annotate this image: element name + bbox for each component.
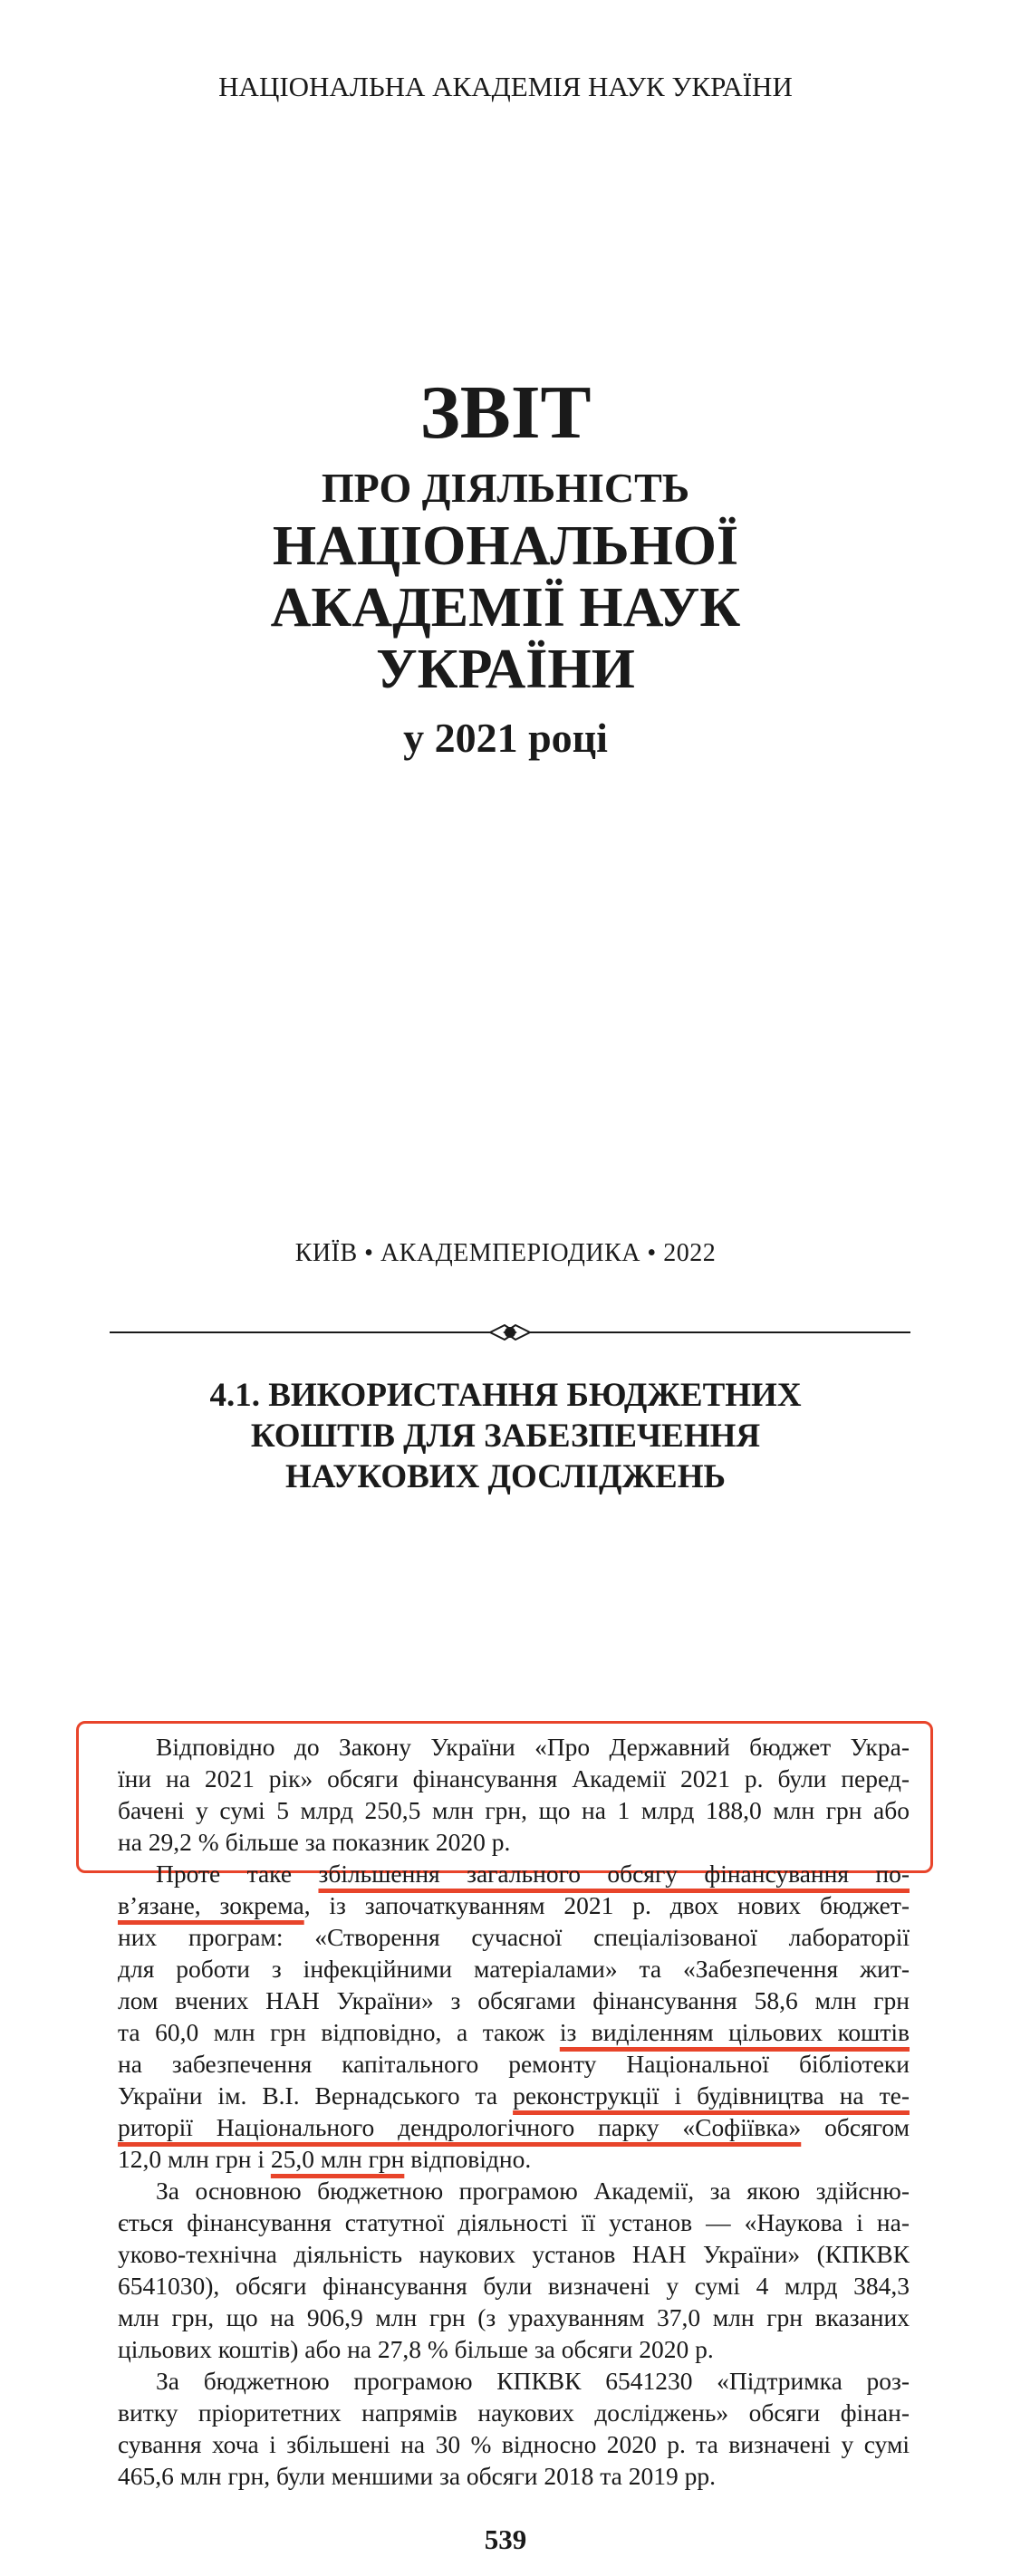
- report-subtitle-line: НАЦІОНАЛЬНОЇ: [272, 515, 739, 577]
- text-segment: 6541030), обсяги фінансування були визначені у сумі 4 млрд 384,3: [118, 2272, 910, 2300]
- report-subtitle-line: УКРАЇНИ: [376, 639, 635, 700]
- text-segment: та 60,0 млн грн відповідно, а також: [118, 2018, 560, 2046]
- text-segment: на 29,2 % більше за показник 2020 р.: [118, 1828, 511, 1856]
- section-heading: 4.1. ВИКОРИСТАННЯ БЮДЖЕТНИХ: [209, 1377, 802, 1414]
- paragraph: [118, 1731, 910, 1858]
- text-segment: відповідно.: [404, 2145, 532, 2173]
- text-segment: для роботи з інфекційними матеріалами» та «Забезпечення жит-: [118, 1955, 910, 1983]
- report-year: у 2021 році: [403, 715, 608, 761]
- text-line: [118, 1985, 910, 2016]
- imprint: КИЇВ • АКАДЕМПЕРІОДИКА • 2022: [294, 1239, 717, 1267]
- paragraph: [118, 2175, 910, 2365]
- text-segment: За бюджетною програмою КПКВК 6541230 «Підтримка роз-: [156, 2367, 910, 2395]
- text-line: [118, 2397, 910, 2428]
- report-subtitle-line: ПРО ДІЯЛЬНІСТЬ: [321, 465, 690, 511]
- underlined-phrase: реконструкції і будівництва на те-: [513, 2081, 910, 2110]
- underlined-phrase: в’язане, зокрема: [118, 1891, 304, 1919]
- text-line: [118, 2080, 910, 2111]
- text-line: [118, 2111, 910, 2143]
- text-segment: на забезпечення капітального ремонту Національної бібліотеки: [118, 2050, 910, 2078]
- text-line: [118, 2143, 910, 2175]
- text-segment: , із започаткуванням 2021 р. двох нових бюджет-: [303, 1891, 910, 1919]
- text-line: [118, 2175, 910, 2206]
- text-segment: За основною бюджетною програмою Академії, за якою здійсню-: [156, 2177, 910, 2205]
- publisher-header: НАЦІОНАЛЬНА АКАДЕМІЯ НАУК УКРАЇНИ: [218, 71, 793, 102]
- text-line: [118, 2238, 910, 2270]
- text-line: [118, 2206, 910, 2238]
- text-segment: Проте таке: [156, 1860, 319, 1888]
- paragraph: [118, 2365, 910, 2492]
- page-number: 539: [484, 2523, 527, 2555]
- text-line: [118, 1889, 910, 1921]
- text-segment: сування хоча і збільшені на 30 % відносно 2020 р. та визначені у сумі: [118, 2430, 910, 2458]
- text-line: [118, 1826, 910, 1858]
- text-segment: витку пріоритетних напрямів наукових досліджень» обсяги фінан-: [118, 2398, 910, 2427]
- underlined-phrase: риторії Національного дендрологічного парку «Софіївка»: [118, 2113, 802, 2141]
- text-segment: України ім. В.І. Вернадського та: [118, 2081, 514, 2110]
- text-segment: цільових коштів) або на 27,8 % більше за обсяги 2020 р.: [118, 2335, 714, 2363]
- text-line: [118, 1794, 910, 1826]
- text-segment: ється фінансування статутної діяльності її установ — «Наукова і на-: [118, 2208, 910, 2236]
- text-segment: уково-технічна діяльність наукових установ НАН України» (КПКВК: [118, 2240, 910, 2268]
- text-line: [118, 2428, 910, 2460]
- text-segment: 12,0 млн грн і: [118, 2145, 271, 2173]
- text-line: [118, 1731, 910, 1763]
- text-line: [118, 2460, 910, 2492]
- text-segment: обсягом: [801, 2113, 910, 2141]
- text-line: [118, 2365, 910, 2397]
- text-segment: млн грн, що на 906,9 млн грн (з урахуванням 37,0 млн грн вказаних: [118, 2303, 910, 2331]
- report-subtitle-line: АКАДЕМІЇ НАУК: [270, 577, 741, 639]
- ornamental-divider: [110, 1322, 910, 1342]
- section-heading: НАУКОВИХ ДОСЛІДЖЕНЬ: [285, 1458, 726, 1495]
- text-segment: 465,6 млн грн, були меншими за обсяги 2018 та 2019 рр.: [118, 2462, 716, 2490]
- underlined-phrase: 25,0 млн грн: [270, 2145, 405, 2173]
- text-segment: Відповідно до Закону України «Про Державний бюджет Укра-: [156, 1733, 910, 1761]
- text-segment: них програм: «Створення сучасної спеціалізованої лабораторії: [118, 1923, 910, 1951]
- section-heading: КОШТІВ ДЛЯ ЗАБЕЗПЕЧЕННЯ: [250, 1418, 761, 1455]
- text-line: [118, 1763, 910, 1794]
- paragraph: [118, 1858, 910, 2175]
- text-line: [118, 1921, 910, 1953]
- text-line: [118, 2048, 910, 2080]
- text-line: [118, 2302, 910, 2333]
- text-line: [118, 2333, 910, 2365]
- report-title: ЗВІТ: [419, 370, 592, 455]
- body-text: [118, 1731, 910, 2492]
- underlined-phrase: збільшення загального обсягу фінансування по-: [318, 1860, 910, 1888]
- text-segment: лом вчених НАН України» з обсягами фінансування 58,6 млн грн: [118, 1986, 910, 2014]
- text-line: [118, 2016, 910, 2048]
- underlined-phrase: із виділенням цільових коштів: [559, 2018, 910, 2046]
- text-segment: бачені у сумі 5 млрд 250,5 млн грн, що на 1 млрд 188,0 млн грн або: [118, 1796, 910, 1824]
- text-line: [118, 1858, 910, 1889]
- text-line: [118, 2270, 910, 2302]
- text-line: [118, 1953, 910, 1985]
- text-segment: їни на 2021 рік» обсяги фінансування Академії 2021 р. були перед-: [118, 1764, 910, 1793]
